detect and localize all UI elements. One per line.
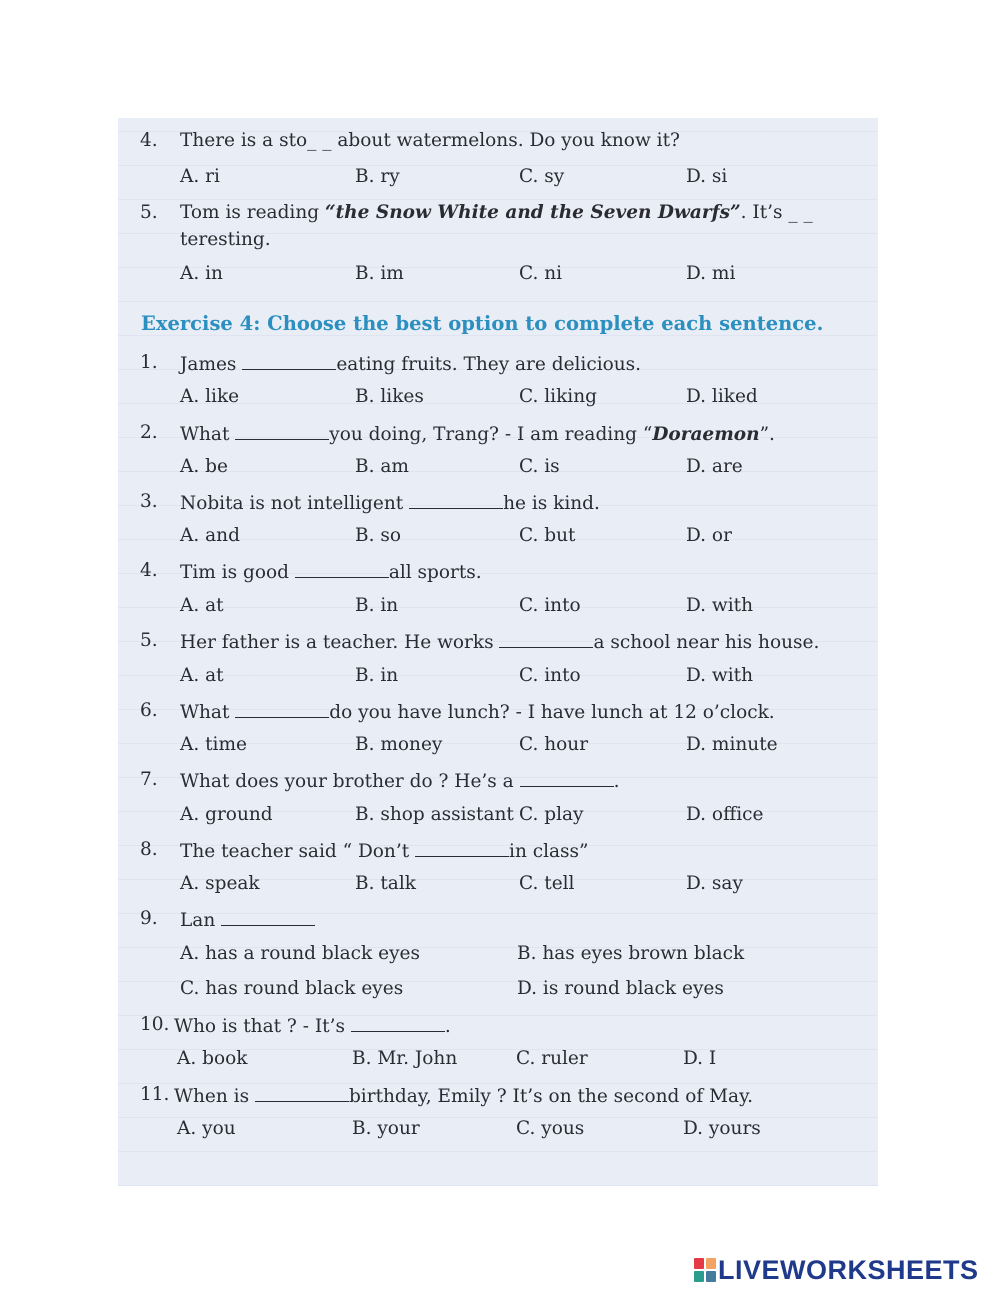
question-text [180,491,600,515]
question-text-before: Nobita is not intelligent [180,493,410,514]
option-d[interactable]: D. say [686,873,743,894]
option-d[interactable]: D. si [686,166,728,187]
question-text-after: do you have lunch? - I have lunch at 12 o’clock. [329,702,775,723]
question-text [180,908,315,932]
option-d[interactable]: D. yours [683,1118,761,1139]
question-number: 4. [140,560,158,581]
option-b[interactable]: B. shop assistant [355,804,514,825]
option-c[interactable]: C. hour [519,734,589,755]
question-text-after: . [444,1016,451,1037]
question-text-part: . It’s _ _ [740,202,813,223]
question-text-before: What does your brother do ? He’s a [180,771,520,792]
question-number: 5. [140,630,158,651]
logo-square [706,1271,716,1282]
option-d[interactable]: D. or [686,525,732,546]
option-c[interactable]: C. into [519,665,581,686]
question-text: teresting. [180,229,271,250]
option-a[interactable]: A. ri [180,166,220,187]
logo-icon [694,1258,716,1282]
question-text-after: in class” [509,841,589,862]
option-b[interactable]: B. has eyes brown black [517,943,745,964]
question-text-end: ”. [759,424,775,445]
option-d[interactable]: D. with [686,665,754,686]
logo-square [706,1258,716,1269]
answer-blank[interactable] [415,839,509,857]
option-a[interactable]: A. has a round black eyes [180,943,420,964]
logo-text: LIVEWORKSHEETS [718,1254,979,1285]
option-c[interactable]: C. ruler [516,1048,588,1069]
question-text-after: eating fruits. They are delicious. [336,354,642,375]
option-a[interactable]: A. time [180,734,247,755]
question-number: 1. [140,352,158,373]
option-c[interactable]: C. is [519,456,560,477]
option-b[interactable]: B. in [355,665,399,686]
option-c[interactable]: C. ni [519,263,563,284]
answer-blank[interactable] [221,908,315,926]
question-number: 3. [140,491,158,512]
question-text-after: birthday, Emily ? It’s on the second of May. [348,1086,753,1107]
option-a[interactable]: A. book [177,1048,248,1069]
option-a[interactable]: A. at [180,665,224,686]
question-text [180,202,813,224]
option-c[interactable]: C. but [519,525,576,546]
option-d[interactable]: D. with [686,595,754,616]
question-number: 11. [140,1084,170,1105]
option-a[interactable]: A. at [180,595,224,616]
option-b[interactable]: B. im [355,263,404,284]
option-b[interactable]: B. talk [355,873,416,894]
exercise-title: Exercise 4: Choose the best option to complete each sentence. [141,312,824,335]
question-text [180,630,819,654]
answer-blank[interactable] [499,630,593,648]
question-number: 6. [140,700,158,721]
question-text [180,700,775,724]
question-number: 7. [140,769,158,790]
option-a[interactable]: A. you [177,1118,236,1139]
option-c[interactable]: C. tell [519,873,575,894]
question-number: 9. [140,908,158,929]
option-d[interactable]: D. minute [686,734,778,755]
answer-blank[interactable] [255,1084,349,1102]
option-c[interactable]: C. yous [516,1118,585,1139]
question-text-after: all sports. [388,562,482,583]
option-d[interactable]: D. mi [686,263,736,284]
option-a[interactable]: A. speak [180,873,260,894]
option-c[interactable]: C. play [519,804,584,825]
option-d[interactable]: D. is round black eyes [517,978,724,999]
option-c[interactable]: C. sy [519,166,565,187]
question-text-after: he is kind. [503,493,600,514]
option-c[interactable]: C. into [519,595,581,616]
question-text [174,1084,753,1108]
answer-blank[interactable] [295,560,389,578]
question-text-before: The teacher said “ Don’t [180,841,416,862]
question-number: 5. [140,202,158,223]
option-d[interactable]: D. office [686,804,764,825]
answer-blank[interactable] [235,700,329,718]
bold-title: Doraemon [652,424,760,445]
question-text [174,1014,451,1038]
answer-blank[interactable] [351,1014,445,1032]
option-b[interactable]: B. money [355,734,443,755]
question-text-after: . [613,771,620,792]
answer-blank[interactable] [242,352,336,370]
question-text-before: Tim is good [180,562,295,583]
question-text: There is a sto_ _ about watermelons. Do you know it? [180,130,680,151]
question-text [180,422,775,446]
option-b[interactable]: B. in [355,595,399,616]
question-number: 4. [140,130,158,151]
question-text-before: Who is that ? - It’s [174,1016,351,1037]
option-c[interactable]: C. liking [519,386,597,407]
liveworksheets-logo [694,1256,979,1284]
question-text [180,839,589,863]
option-d[interactable]: D. liked [686,386,758,407]
question-text-part: Tom is reading [180,202,325,223]
question-text-before: What [180,702,236,723]
question-text-after: you doing, Trang? - I am reading “ [329,424,653,445]
question-text [180,352,641,376]
option-b[interactable]: B. Mr. John [352,1048,458,1069]
answer-blank[interactable] [520,769,614,787]
question-text-before: When is [174,1086,255,1107]
option-d[interactable]: D. are [686,456,743,477]
question-text-before: James [180,354,243,375]
logo-square [694,1271,704,1282]
option-b[interactable]: B. likes [355,386,424,407]
option-b[interactable]: B. so [355,525,401,546]
question-text [180,560,482,584]
option-a[interactable]: A. ground [180,804,273,825]
option-c[interactable]: C. has round black eyes [180,978,404,999]
worksheet-page [118,118,878,1186]
option-a[interactable]: A. in [180,263,223,284]
logo-square [694,1258,704,1269]
question-text-before: Lan [180,910,222,931]
question-number: 8. [140,839,158,860]
option-a[interactable]: A. like [180,386,240,407]
option-d[interactable]: D. I [683,1048,717,1069]
answer-blank[interactable] [409,491,503,509]
option-b[interactable]: B. am [355,456,409,477]
question-text-after: a school near his house. [593,632,820,653]
story-title: “the Snow White and the Seven Dwarfs” [324,202,741,223]
option-b[interactable]: B. your [352,1118,420,1139]
answer-blank[interactable] [235,422,329,440]
question-number: 2. [140,422,158,443]
question-number: 10. [140,1014,170,1035]
option-b[interactable]: B. ry [355,166,400,187]
question-text [180,769,619,793]
option-a[interactable]: A. be [180,456,228,477]
question-text-before: What [180,424,236,445]
question-text-before: Her father is a teacher. He works [180,632,500,653]
option-a[interactable]: A. and [180,525,240,546]
